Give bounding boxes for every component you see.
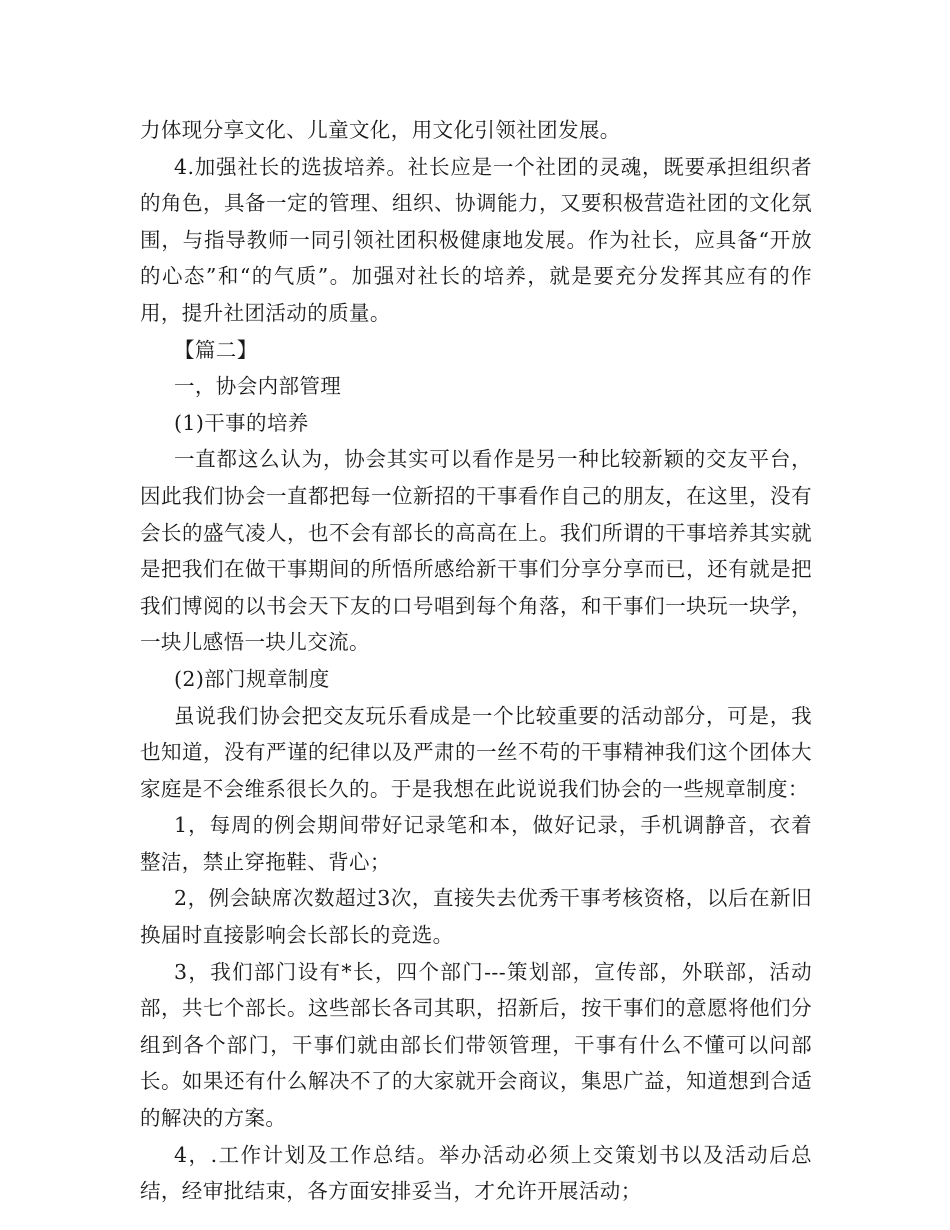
heading-internal-management: 一，协会内部管理 — [174, 374, 342, 399]
rule-item-1: 1，每周的例会期间带好记录笔和本，做好记录，手机调静音，衣着整洁，禁止穿拖鞋、背心； — [140, 813, 812, 874]
rule-item-4: 4，.工作计划及工作总结。举办活动必须上交策划书以及活动后总结，经审批结束，各方面安排妥当，才允许开展活动； — [140, 1142, 812, 1204]
paragraph-continuation: 力体现分享文化、儿童文化，用文化引领社团发展。 — [140, 118, 621, 142]
paragraph-rules-intro: 虽说我们协会把交友玩乐看成是一个比较重要的活动部分，可是，我也知道，没有严谨的纪律以及严肃的一丝不苟的干事精神我们这个团体大家庭是不会维系很长久的。于是我想在此说说我们协会的一些规章制度： — [140, 703, 812, 801]
paragraph-president-training: 4.加强社长的选拔培养。社长应是一个社团的灵魂，既要承担组织者的角色，具备一定的管理、组织、协调能力，又要积极营造社团的文化氛围，与指导教师一同引领社团积极健康地发展。作为社长，应具备“开放的心态”和“的气质”。加强对社长的培养，就是要充分发挥其应有的作用，提升社团活动的质量。 — [140, 154, 812, 325]
rule-item-3: 3，我们部门设有*长，四个部门---策划部，宣传部，外联部，活动部，共七个部长。这些部长各司其职，招新后，按干事们的意愿将他们分组到各个部门，干事们就由部长们带领管理，干事有什么不懂可以问部长。如果还有什么解决不了的大家就开会商议，集思广益，知道想到合适的解决的方案。 — [140, 959, 812, 1131]
subheading-department-rules: (2)部门规章制度 — [174, 666, 330, 691]
paragraph-staff-training: 一直都这么认为，协会其实可以看作是另一种比较新颖的交友平台，因此我们协会一直都把每一位新招的干事看作自己的朋友，在这里，没有会长的盛气凌人，也不会有部长的高高在上。我们所谓的干事培养其实就是把我们在做干事期间的所悟所感给新干事们分享分享而已，还有就是把我们博阅的以书会天下友的口号唱到每个角落，和干事们一块玩一块学，一块儿感悟一块儿交流。 — [140, 447, 812, 655]
rule-item-2: 2，例会缺席次数超过3次，直接失去优秀干事考核资格，以后在新旧换届时直接影响会长部长的竞选。 — [140, 886, 812, 948]
subheading-staff-training: (1)干事的培养 — [174, 410, 309, 435]
document-page — [140, 112, 812, 1210]
section-title-part-two: 【篇二】 — [174, 337, 258, 362]
